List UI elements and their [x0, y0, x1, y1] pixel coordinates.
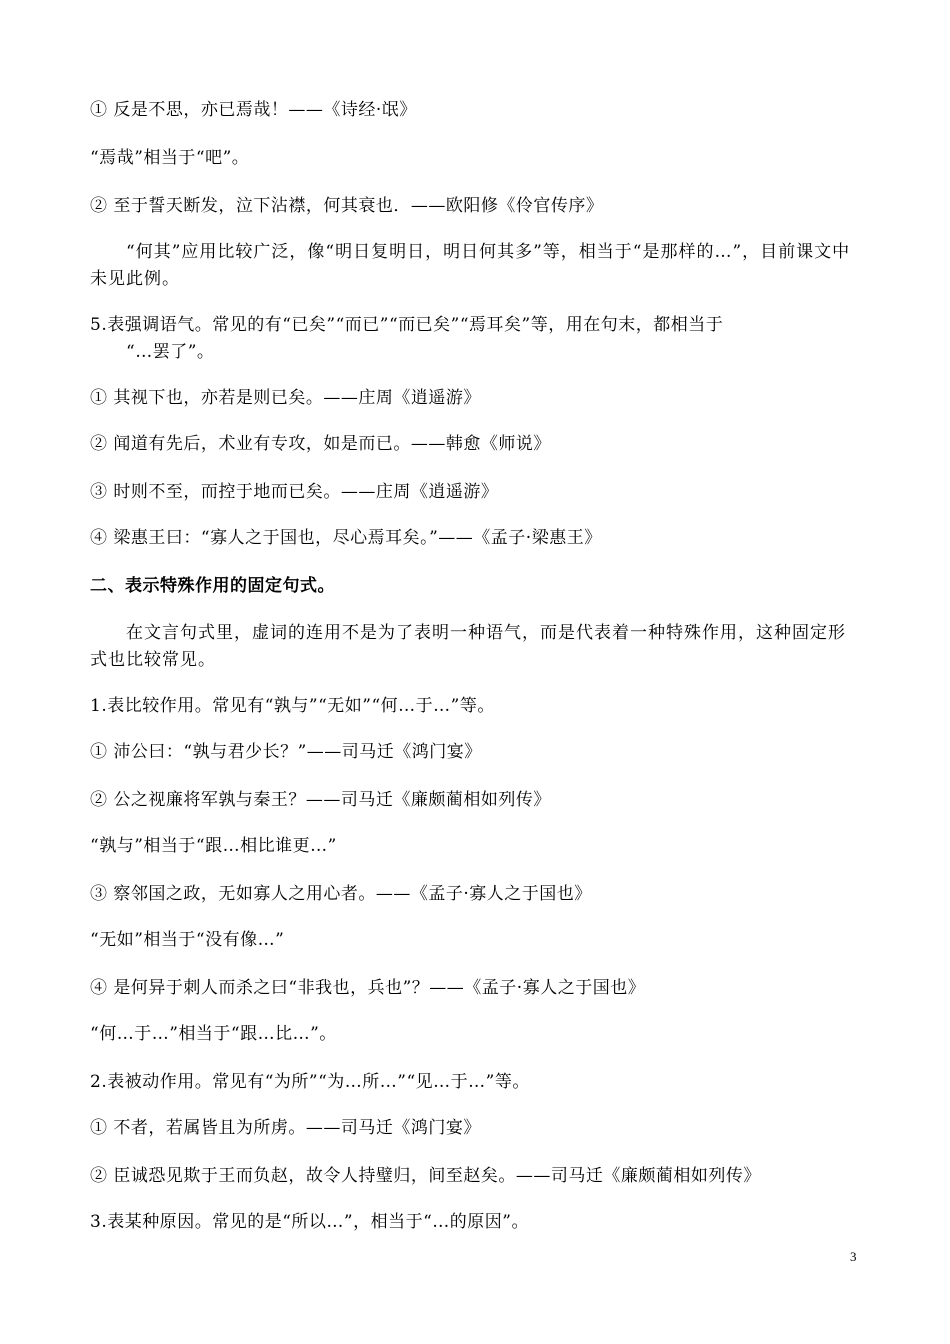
explanation-line: “何…于…”相当于“跟…比…”。	[90, 1024, 337, 1044]
example-line: ① 其视下也，亦若是则已矣。——庄周《逍遥游》	[90, 388, 481, 408]
example-line: ② 至于誓天断发，泣下沾襟，何其衰也．——欧阳修《伶官传序》	[90, 196, 604, 216]
paragraph: 在文言句式里，虚词的连用不是为了表明一种语气，而是代表着一种特殊作用，这种固定形式也比较常见。	[90, 623, 846, 670]
section-item-continuation: “…罢了”。	[126, 342, 215, 362]
section-heading: 二、表示特殊作用的固定句式。	[90, 576, 335, 596]
section-item: 5.表强调语气。常见的有“已矣”“而已”“而已矣”“焉耳矣”等，用在句末，都相当于	[90, 315, 724, 335]
example-line: ④ 是何异于刺人而杀之曰“非我也，兵也”？——《孟子·寡人之于国也》	[90, 978, 646, 998]
example-line: ④ 梁惠王曰：“寡人之于国也，尽心焉耳矣。”——《孟子·梁惠王》	[90, 528, 602, 548]
example-line: ② 臣诚恐见欺于王而负赵，故令人持璧归，间至赵矣。——司马迁《廉颇蔺相如列传》	[90, 1166, 761, 1186]
explanation-line: “无如”相当于“没有像…”	[90, 930, 285, 950]
explanation-line: “孰与”相当于“跟…相比谁更…”	[90, 836, 337, 856]
explanation-line: “焉哉”相当于“吧”。	[90, 148, 250, 168]
example-line: ② 闻道有先后，术业有专攻，如是而已。——韩愈《师说》	[90, 434, 551, 454]
example-line: ③ 时则不至，而控于地而已矣。——庄周《逍遥游》	[90, 482, 499, 502]
section-item: 3.表某种原因。常见的是“所以…”，相当于“…的原因”。	[90, 1212, 529, 1232]
paragraph: “何其”应用比较广泛，像“明日复明日，明日何其多”等，相当于“是那样的…”，目前课文中未见此例。	[90, 242, 851, 289]
example-line: ② 公之视廉将军孰与秦王？——司马迁《廉颇蔺相如列传》	[90, 790, 551, 810]
example-line: ① 反是不思，亦已焉哉！——《诗经·氓》	[90, 100, 417, 120]
section-item: 1.表比较作用。常见有“孰与”“无如”“何…于…”等。	[90, 696, 495, 716]
example-line: ③ 察邻国之政，无如寡人之用心者。——《孟子·寡人之于国也》	[90, 884, 592, 904]
example-line: ① 不者，若属皆且为所虏。——司马迁《鸿门宴》	[90, 1118, 481, 1138]
section-item: 2.表被动作用。常见有“为所”“为…所…”“见…于…”等。	[90, 1072, 530, 1092]
example-line: ① 沛公曰：“孰与君少长？”——司马迁《鸿门宴》	[90, 742, 482, 762]
page-number: 3	[850, 1249, 857, 1264]
